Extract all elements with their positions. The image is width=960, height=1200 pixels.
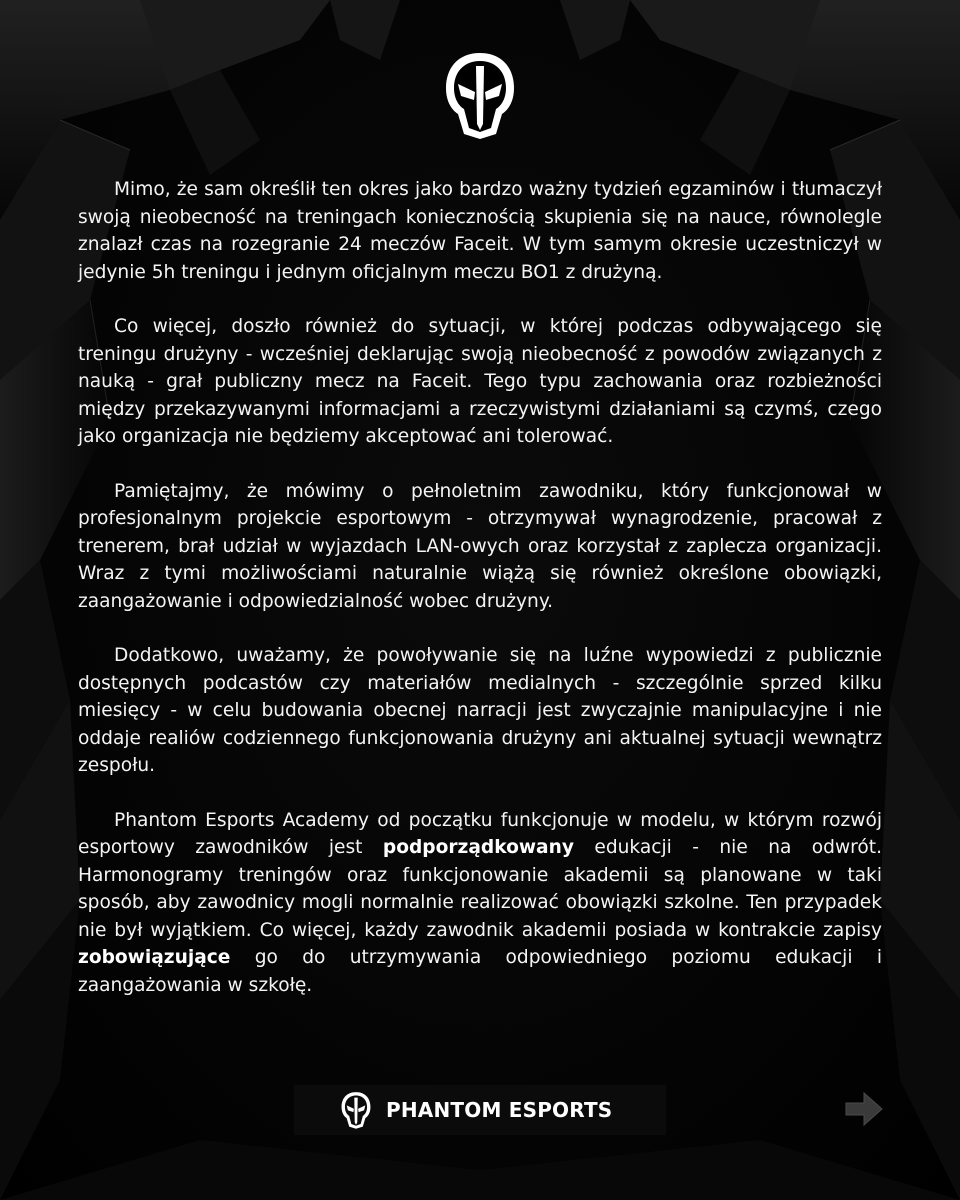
statement-paragraph-1: Mimo, że sam określił ten okres jako bardzo ważny tydzień egzaminów i tłumaczył swoją nieobecność na treningach koniecznością skupienia się na nauce, równolegle znalazł czas na rozegranie 24 meczów Faceit. W tym samym okresie uczestniczył w jedynie 5h treningu i jednym oficjalnym meczu BO1 z drużyną. bbox=[78, 179, 882, 283]
emphasis-subordinated: podporządkowany bbox=[382, 837, 574, 858]
brand-footer-bar bbox=[294, 1085, 666, 1135]
paragraph-5-text-3: go do utrzymywania odpowiedniego poziomu edukacji i zaangażowania w szkołę. bbox=[78, 947, 882, 996]
paragraph-5-text-1: Phantom Esports Academy od początku funkcjonuje w modelu, w którym rozwój esportowy zawodników jest bbox=[78, 809, 882, 858]
paragraph-5-text-2: edukacji - nie na odwrót. Harmonogramy treningów oraz funkcjonowanie akademii są planowane w taki sposób, aby zawodnicy mogli normalnie realizować obowiązki szkolne. Ten przypadek nie był wyjątkiem. Co więcej, każdy zawodnik akademii posiada w kontrakcie zapisy bbox=[78, 837, 882, 941]
phantom-mask-logo-icon bbox=[339, 1090, 373, 1130]
statement-body bbox=[78, 176, 882, 1026]
statement-paragraph-3: Pamiętajmy, że mówimy o pełnoletnim zawodniku, który funkcjonował w profesjonalnym projekcie esportowym - otrzymywał wynagrodzenie, pracował z trenerem, brał udział w wyjazdach LAN-owych oraz korzystał z zaplecza organizacji. Wraz z tymi możliwościami naturalnie wiążą się również określone obowiązki, zaangażowanie i odpowiedzialność wobec drużyny. bbox=[78, 480, 882, 612]
statement-paragraph-4: Dodatkowo, uważamy, że powoływanie się na luźne wypowiedzi z publicznie dostępnych podcastów czy materiałów medialnych - szczególnie sprzed kilku miesięcy - w celu budowania obecnej narracji jest zwyczajnie manipulacyjne i nie oddaje realiów codziennego funkcjonowania drużyny ani aktualnej sytuacji wewnątrz zespołu. bbox=[78, 645, 882, 776]
emphasis-obliging: zobowiązujące bbox=[78, 947, 231, 968]
phantom-mask-logo-icon bbox=[440, 50, 520, 140]
arrow-right-icon[interactable] bbox=[844, 1090, 884, 1128]
brand-name: PHANTOM ESPORTS bbox=[386, 1098, 613, 1122]
statement-paragraph-2: Co więcej, doszło również do sytuacji, w której podczas odbywającego się treningu drużyny - wcześniej deklarując swoją nieobecność z powodów związanych z nauką - grał publiczny mecz na Faceit. Tego typu zachowania oraz rozbieżności między przekazywanymi informacjami a rzeczywistymi działaniami są czymś, czego jako organizacja nie będziemy akceptować ani tolerować. bbox=[78, 316, 882, 447]
statement-paragraph-5 bbox=[78, 807, 882, 1000]
